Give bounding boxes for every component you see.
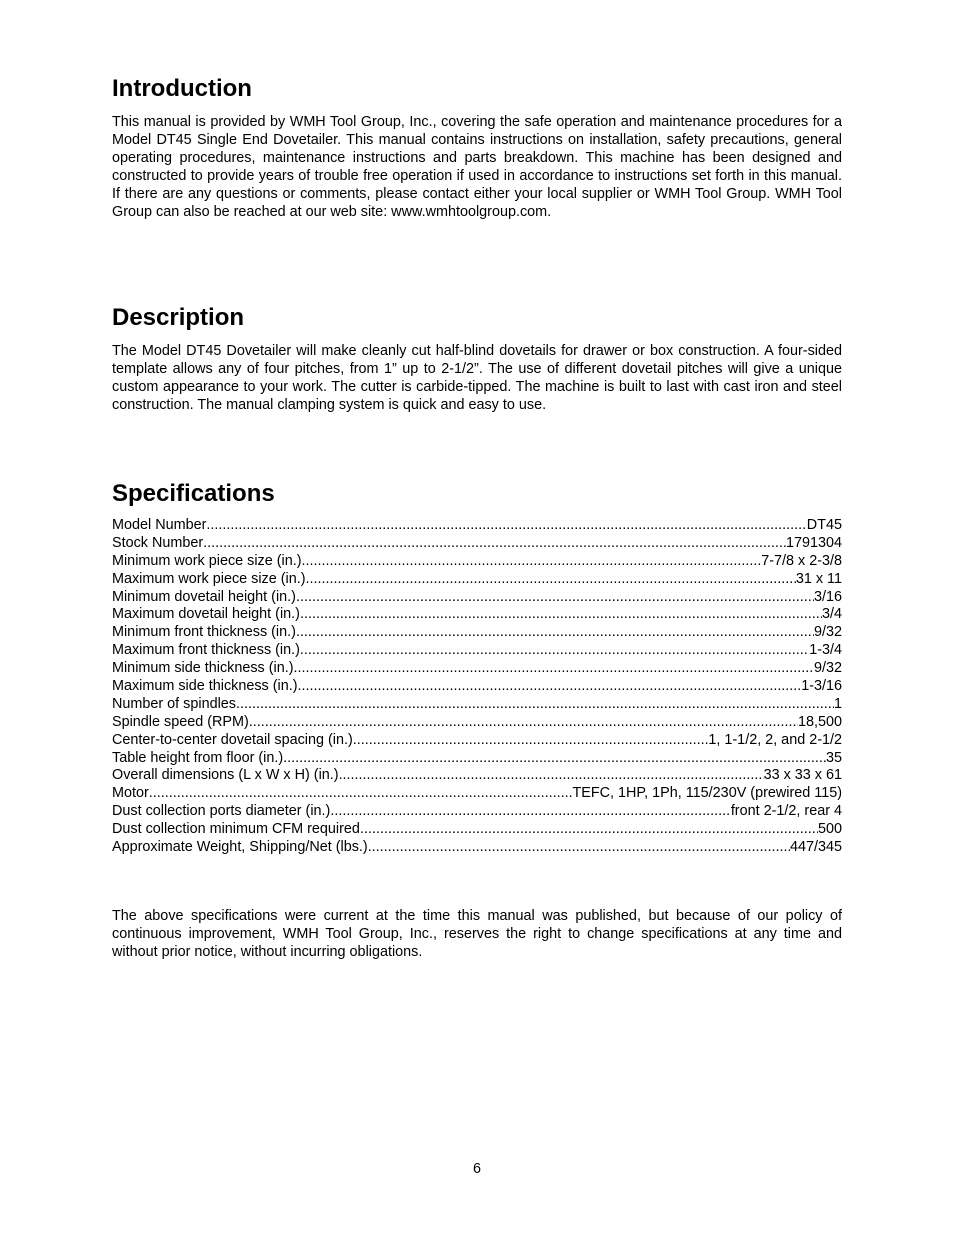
spec-value: DT45 [806,517,842,533]
spec-row [112,678,842,696]
spec-leader-dots [236,696,834,714]
spec-leader-dots [339,767,764,785]
spec-leader-dots [294,660,814,678]
spec-value: 3/16 [813,588,842,605]
spec-value: 1 [833,695,842,712]
spec-leader-dots [306,571,796,589]
spec-label: Dust collection ports diameter (in.) [112,803,331,820]
spec-value: 1791304 [785,534,842,551]
spec-label: Maximum front thickness (in.) [112,642,300,659]
spec-value: 18,500 [797,713,842,730]
introduction-heading: Introduction [112,75,252,102]
spec-row [112,535,842,553]
spec-value: 31 x 11 [795,570,842,587]
spec-value: 1-3/4 [809,642,842,659]
spec-row [112,589,842,607]
spec-leader-dots [283,750,826,768]
spec-label: Minimum dovetail height (in.) [112,588,296,605]
spec-label: Minimum work piece size (in.) [112,552,302,569]
spec-row [112,606,842,624]
spec-label: Stock Number [112,534,204,551]
spec-row [112,821,842,839]
spec-leader-dots [296,624,814,642]
spec-row [112,785,842,803]
spec-value: front 2-1/2, rear 4 [730,803,842,820]
spec-row [112,732,842,750]
spec-value: 33 x 33 x 61 [763,767,842,784]
spec-row [112,660,842,678]
spec-label: Model Number [112,517,207,533]
spec-label: Motor [112,785,149,802]
spec-leader-dots [302,553,762,571]
spec-row [112,750,842,768]
spec-label: Minimum side thickness (in.) [112,660,294,677]
spec-value: 447/345 [789,839,842,856]
spec-label: Table height from floor (in.) [112,749,284,766]
spec-leader-dots [368,839,790,857]
spec-label: Maximum dovetail height (in.) [112,606,300,623]
introduction-body: This manual is provided by WMH Tool Group, Inc., covering the safe operation and maintenance procedures for a Model DT45 Single End Dovetailer. This manual contains instructions on installation, safety precautions, general operating procedures, maintenance instructions and parts breakdown. This machine has been designed and constructed to provide years of trouble free operation if used in accordance to instructions set forth in this manual. If there are any questions or comments, please contact either your local supplier or WMH Tool Group. WMH Tool Group can also be reached at our web site: www.wmhtoolgroup.com. [112,114,842,220]
spec-leader-dots [203,535,786,553]
spec-leader-dots [249,714,798,732]
spec-value: 1-3/16 [801,678,842,695]
spec-row [112,803,842,821]
spec-row [112,571,842,589]
spec-value: 35 [825,749,842,766]
spec-value: 3/4 [821,606,842,623]
spec-leader-dots [330,803,730,821]
spec-label: Maximum side thickness (in.) [112,678,298,695]
spec-value: 500 [817,821,842,838]
spec-label: Dust collection minimum CFM required [112,821,360,838]
spec-leader-dots [149,785,573,803]
spec-leader-dots [300,606,822,624]
spec-leader-dots [300,642,809,660]
spec-value: TEFC, 1HP, 1Ph, 115/230V (prewired 115) [572,785,842,802]
spec-label: Center-to-center dovetail spacing (in.) [112,731,353,748]
spec-label: Overall dimensions (L x W x H) (in.) [112,767,339,784]
spec-row [112,517,842,535]
spec-row [112,714,842,732]
spec-row [112,642,842,660]
page-number: 6 [472,1161,481,1177]
spec-row [112,767,842,785]
spec-row [112,839,842,857]
spec-value: 9/32 [813,624,842,641]
spec-leader-dots [353,732,709,750]
spec-row [112,553,842,571]
spec-label: Approximate Weight, Shipping/Net (lbs.) [112,839,368,856]
spec-value: 9/32 [813,660,842,677]
spec-value: 7-7/8 x 2-3/8 [761,552,842,569]
spec-leader-dots [298,678,802,696]
spec-label: Minimum front thickness (in.) [112,624,296,641]
spec-label: Spindle speed (RPM) [112,713,249,730]
specifications-note: The above specifications were current at the time this manual was published, but because of our policy of continuous improvement, WMH Tool Group, Inc., reserves the right to change specifications at any time and without prior notice, without incurring obligations. [112,908,842,960]
description-heading: Description [112,304,245,331]
spec-label: Maximum work piece size (in.) [112,570,306,587]
spec-value: 1, 1-1/2, 2, and 2-1/2 [708,731,842,748]
spec-row [112,624,842,642]
spec-leader-dots [296,589,814,607]
spec-leader-dots [360,821,818,839]
description-body: The Model DT45 Dovetailer will make cleanly cut half-blind dovetails for drawer or box construction. A four-sided template allows any of four pitches, from 1” up to 2-1/2”. The use of different dovetail pitches will give a unique custom appearance to your work. The cutter is carbide-tipped. The machine is built to last with cast iron and steel construction. The manual clamping system is quick and easy to use. [112,343,842,413]
spec-row [112,696,842,714]
specifications-list [112,517,842,857]
spec-leader-dots [206,517,806,535]
spec-label: Number of spindles [112,695,236,712]
specifications-heading: Specifications [112,480,275,507]
